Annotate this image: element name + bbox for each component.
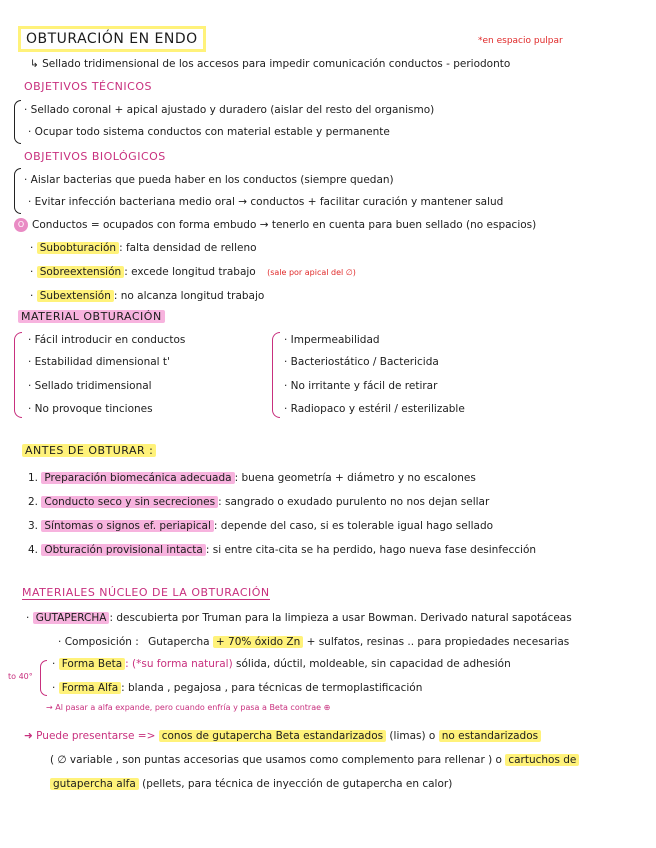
antes-desc-2: : sangrado o exudado purulento no nos dejan sellar <box>218 496 490 508</box>
brace-tecnicos <box>14 100 21 144</box>
gutapercha-desc: : descubierta por Truman para la limpieza a usar Bowman. Derivado natural sapotáceas <box>109 612 572 624</box>
composicion-label: Composición : <box>64 636 139 648</box>
forma-beta-line: · Forma Beta : (*su forma natural) sólida, dúctil, moldeable, sin capacidad de adhesión <box>52 658 511 670</box>
material-left-4: · No provoque tinciones <box>28 403 153 415</box>
antes-term-2: Conducto seco y sin secreciones <box>41 496 218 508</box>
forma-alfa-desc: : blanda , pegajosa , para técnicas de termoplastificación <box>121 682 423 694</box>
brace-biologicos <box>14 168 21 214</box>
antes-desc-4: : si entre cita-cita se ha perdido, hago nueva fase desinfección <box>205 544 537 556</box>
gutapercha-line: · GUTAPERCHA : descubierta por Truman para la limpieza a usar Bowman. Derivado natural sapotáceas <box>26 612 572 624</box>
presentation-highlight-1: conos de gutapercha Beta estandarizados <box>159 730 386 742</box>
defect-desc-3: : no alcanza longitud trabajo <box>113 290 265 302</box>
material-left-1: · Fácil introducir en conductos <box>28 334 186 346</box>
antes-num-1: 1. <box>28 472 39 484</box>
defect-desc-1: : falta densidad de relleno <box>119 242 257 254</box>
material-left-3: · Sellado tridimensional <box>28 380 152 392</box>
antes-item-3 <box>28 520 493 532</box>
forma-beta-desc: sólida, dúctil, moldeable, sin capacidad de adhesión <box>232 658 511 670</box>
composicion-line: · Composición : Gutapercha + 70% óxido Zn + sulfatos, resinas .. para propiedades necesarias <box>58 636 570 648</box>
tecnicos-item-1: · Sellado coronal + apical ajustado y duradero (aislar del resto del organismo) <box>24 104 435 116</box>
brace-material-right <box>272 332 280 418</box>
antes-num-2: 2. <box>28 496 39 508</box>
defect-row-2: · Sobreextensión : excede longitud trabajo (sale por apical del ∅) <box>30 266 356 278</box>
forma-beta-label: Forma Beta <box>59 658 125 670</box>
material-right-3: · No irritante y fácil de retirar <box>284 380 438 392</box>
antes-term-3: Síntomas o signos ef. periapical <box>41 520 214 532</box>
page-title-text: OBTURACIÓN EN ENDO <box>26 31 198 47</box>
presentation-highlight-4: gutapercha alfa <box>50 778 139 790</box>
objetivos-biologicos-heading: OBJETIVOS BIOLÓGICOS <box>24 150 166 163</box>
presentation-mid: (limas) o <box>386 730 439 742</box>
presentation-highlight-2: no estandarizados <box>439 730 541 742</box>
antes-num-3: 3. <box>28 520 39 532</box>
brace-material-left <box>14 332 22 418</box>
material-right-4: · Radiopaco y estéril / esterilizable <box>284 403 465 415</box>
defect-row-3: · Subextensión : no alcanza longitud trabajo <box>30 290 265 302</box>
defect-desc-2: : excede longitud trabajo <box>124 266 256 278</box>
forma-alfa-label: Forma Alfa <box>59 682 121 694</box>
circle-mark <box>14 218 28 232</box>
presentation-lead: ➜ Puede presentarse => <box>24 730 159 742</box>
presentation-highlight-3: cartuchos de <box>505 754 579 766</box>
antes-item-4 <box>28 544 536 556</box>
temperature-label: to 40° <box>8 672 33 681</box>
antes-term-1: Preparación biomecánica adecuada <box>41 472 234 484</box>
material-heading-text: MATERIAL OBTURACIÓN <box>18 310 165 323</box>
conductos-note: Conductos = ocupados con forma embudo → tenerlo en cuenta para buen sellado (no espacios) <box>32 219 537 231</box>
page-title <box>18 26 206 52</box>
objetivos-tecnicos-heading: OBJETIVOS TÉCNICOS <box>24 80 152 93</box>
circle-mark-text: O <box>17 220 25 229</box>
composicion-b: + sulfatos, resinas .. para propiedades necesarias <box>303 636 570 648</box>
corner-note: *en espacio pulpar <box>478 36 563 46</box>
materiales-nucleo-heading-text: MATERIALES NÚCLEO DE LA OBTURACIÓN <box>22 586 270 599</box>
antes-heading-text: ANTES DE OBTURAR : <box>22 444 156 457</box>
composicion-a: Gutapercha <box>148 636 213 648</box>
defect-term-3: Subextensión <box>37 290 114 302</box>
defect-row-1: · Subobturación : falta densidad de relleno <box>30 242 257 254</box>
biologicos-item-1: · Aislar bacterias que pueda haber en los conductos (siempre quedan) <box>24 174 394 186</box>
antes-item-2 <box>28 496 489 508</box>
material-left-2: · Estabilidad dimensional t' <box>28 356 170 368</box>
presentation-line2-text: ( ∅ variable , son puntas accesorias que usamos como complemento para rellenar ) o <box>50 754 506 766</box>
materiales-nucleo-heading <box>22 586 270 600</box>
tecnicos-item-2: · Ocupar todo sistema conductos con material estable y permanente <box>28 126 390 138</box>
composicion-highlight: + 70% óxido Zn <box>213 636 303 648</box>
antes-desc-3: : depende del caso, si es tolerable igual hago sellado <box>213 520 494 532</box>
antes-heading <box>22 444 156 457</box>
presentation-line-2 <box>50 754 579 766</box>
definition-line: ↳ Sellado tridimensional de los accesos para impedir comunicación conductos - periodonto <box>30 58 511 70</box>
material-right-2: · Bacteriostático / Bactericida <box>284 356 439 368</box>
gutapercha-term: GUTAPERCHA <box>33 612 110 624</box>
antes-item-1 <box>28 472 476 484</box>
material-right-1: · Impermeabilidad <box>284 334 380 346</box>
presentation-line-3 <box>50 778 452 790</box>
defect-term-2: Sobreextensión <box>37 266 125 278</box>
defect-term-1: Subobturación <box>37 242 119 254</box>
material-heading <box>18 310 165 323</box>
presentation-line3-text: (pellets, para técnica de inyección de gutapercha en calor) <box>138 778 453 790</box>
brace-formas <box>40 660 47 696</box>
presentation-line-1 <box>24 730 541 742</box>
antes-term-4: Obturación provisional intacta <box>41 544 205 556</box>
defect-extra-2: (sale por apical del ∅) <box>267 268 356 277</box>
antes-num-4: 4. <box>28 544 39 556</box>
forma-alfa-line: · Forma Alfa : blanda , pegajosa , para técnicas de termoplastificación <box>52 682 423 694</box>
biologicos-item-2: · Evitar infección bacteriana medio oral → conductos + facilitar curación y mantener salud <box>28 196 504 208</box>
forma-beta-highlight: : (*su forma natural) <box>125 658 233 670</box>
transition-note: → Al pasar a alfa expande, pero cuando enfría y pasa a Beta contrae ⊕ <box>46 703 331 712</box>
antes-desc-1: : buena geometría + diámetro y no escalones <box>234 472 476 484</box>
